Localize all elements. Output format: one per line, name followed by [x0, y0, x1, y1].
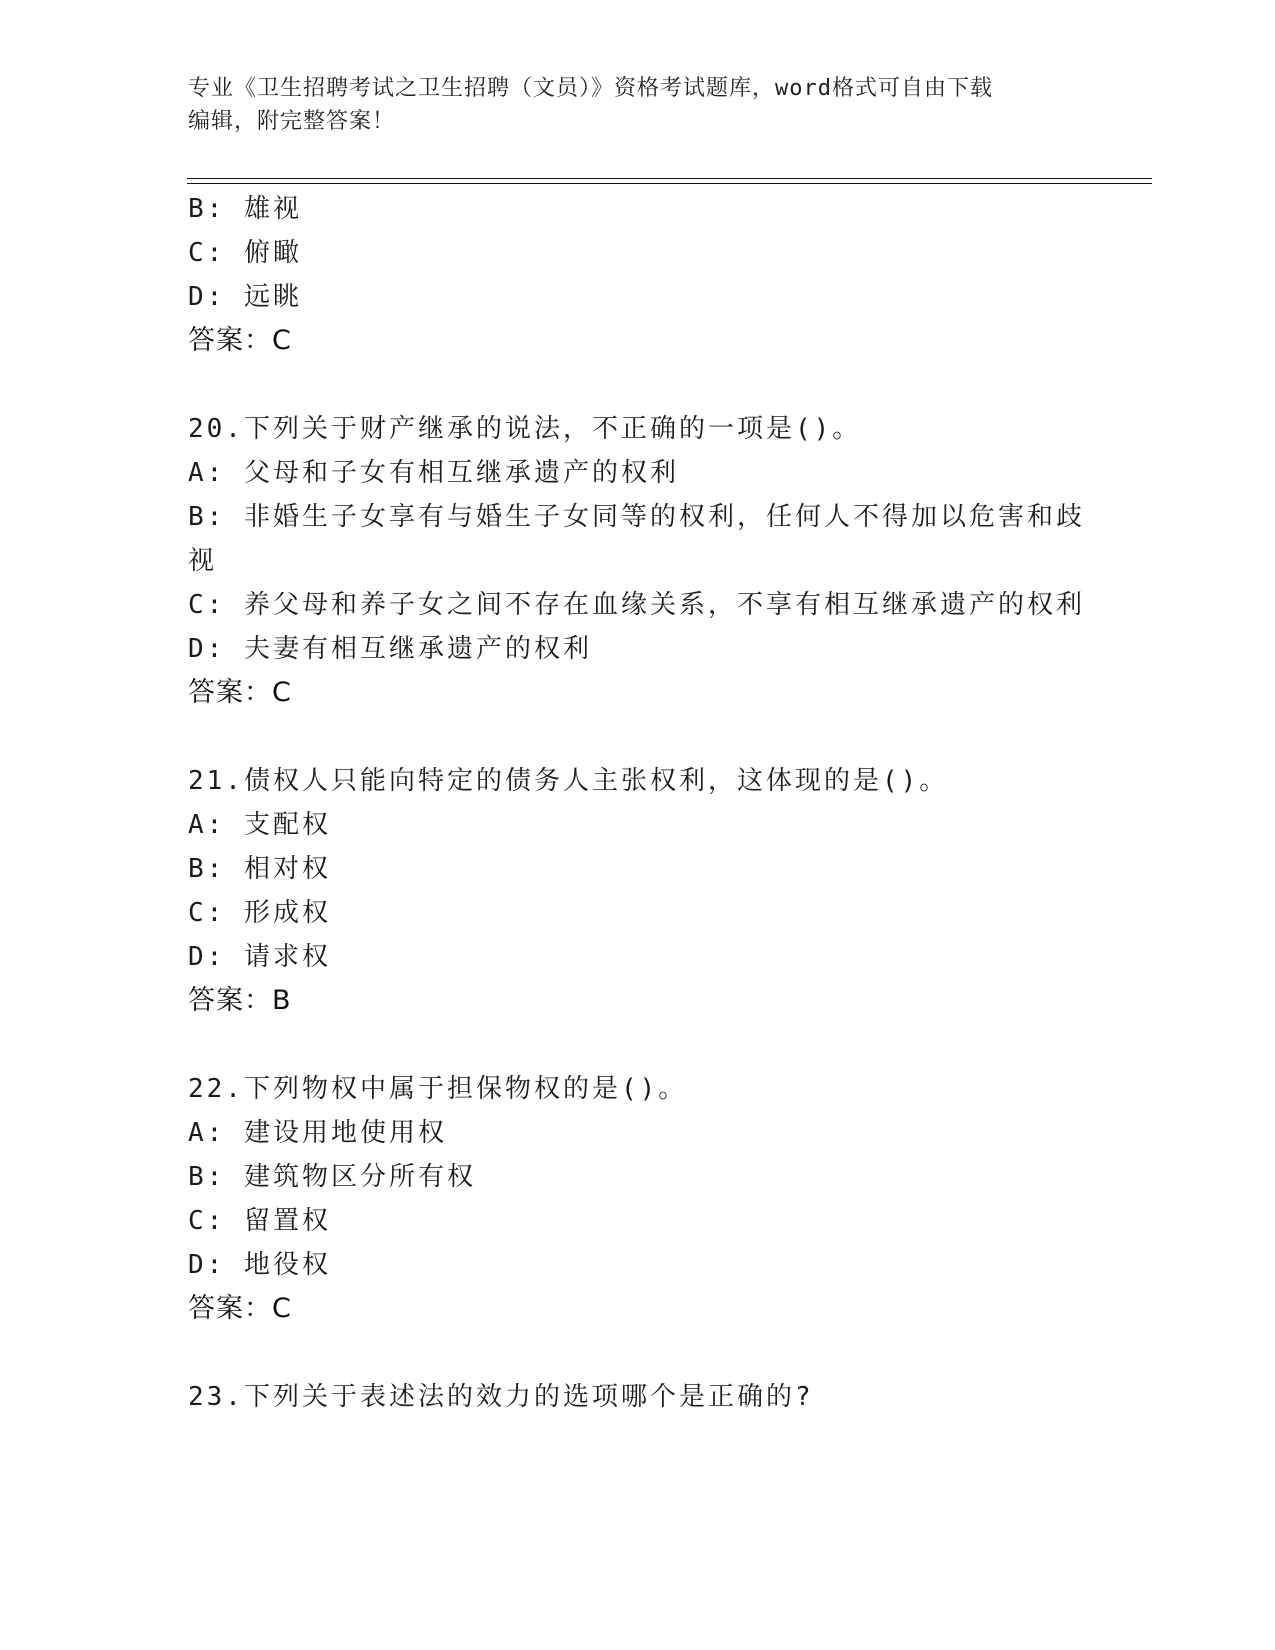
q21-option-c: C: 形成权 — [188, 898, 331, 928]
q20-option-a: A: 父母和子女有相互继承遗产的权利 — [188, 458, 679, 488]
q20-option-d: D: 夫妻有相互继承遗产的权利 — [188, 634, 592, 664]
q19-option-c: C: 俯瞰 — [188, 238, 302, 268]
q22-stem: 22.下列物权中属于担保物权的是()。 — [188, 1074, 688, 1104]
q20-stem: 20.下列关于财产继承的说法，不正确的一项是()。 — [188, 414, 862, 444]
q19-option-d: D: 远眺 — [188, 282, 302, 312]
q20-option-c: C: 养父母和养子女之间不存在血缘关系，不享有相互继承遗产的权利 — [188, 590, 1085, 620]
q21-stem: 21.债权人只能向特定的债务人主张权利，这体现的是()。 — [188, 766, 949, 796]
q22-option-c: C: 留置权 — [188, 1206, 331, 1236]
q19-answer: 答案：C — [188, 325, 292, 356]
q21-answer: 答案：B — [188, 985, 292, 1016]
q19-option-b: B: 雄视 — [188, 194, 302, 224]
document-header — [188, 72, 1068, 138]
q22-option-b: B: 建筑物区分所有权 — [188, 1162, 476, 1192]
header-divider-top — [187, 178, 1152, 179]
q22-answer: 答案：C — [188, 1293, 292, 1324]
q22-option-d: D: 地役权 — [188, 1250, 331, 1280]
header-divider-bottom — [187, 183, 1152, 184]
q20-option-b-continued: 视 — [188, 546, 218, 576]
q23-stem: 23.下列关于表述法的效力的选项哪个是正确的? — [188, 1382, 814, 1412]
q22-option-a: A: 建设用地使用权 — [188, 1118, 447, 1148]
q21-option-b: B: 相对权 — [188, 854, 331, 884]
q20-answer: 答案：C — [188, 677, 292, 708]
q20-option-b: B: 非婚生子女享有与婚生子女同等的权利，任何人不得加以危害和歧 — [188, 502, 1085, 532]
header-line-2: 编辑，附完整答案！ — [188, 109, 396, 134]
header-line-1: 专业《卫生招聘考试之卫生招聘（文员）》资格考试题库，word格式可自由下载 — [188, 76, 993, 101]
q21-option-a: A: 支配权 — [188, 810, 331, 840]
q21-option-d: D: 请求权 — [188, 942, 331, 972]
